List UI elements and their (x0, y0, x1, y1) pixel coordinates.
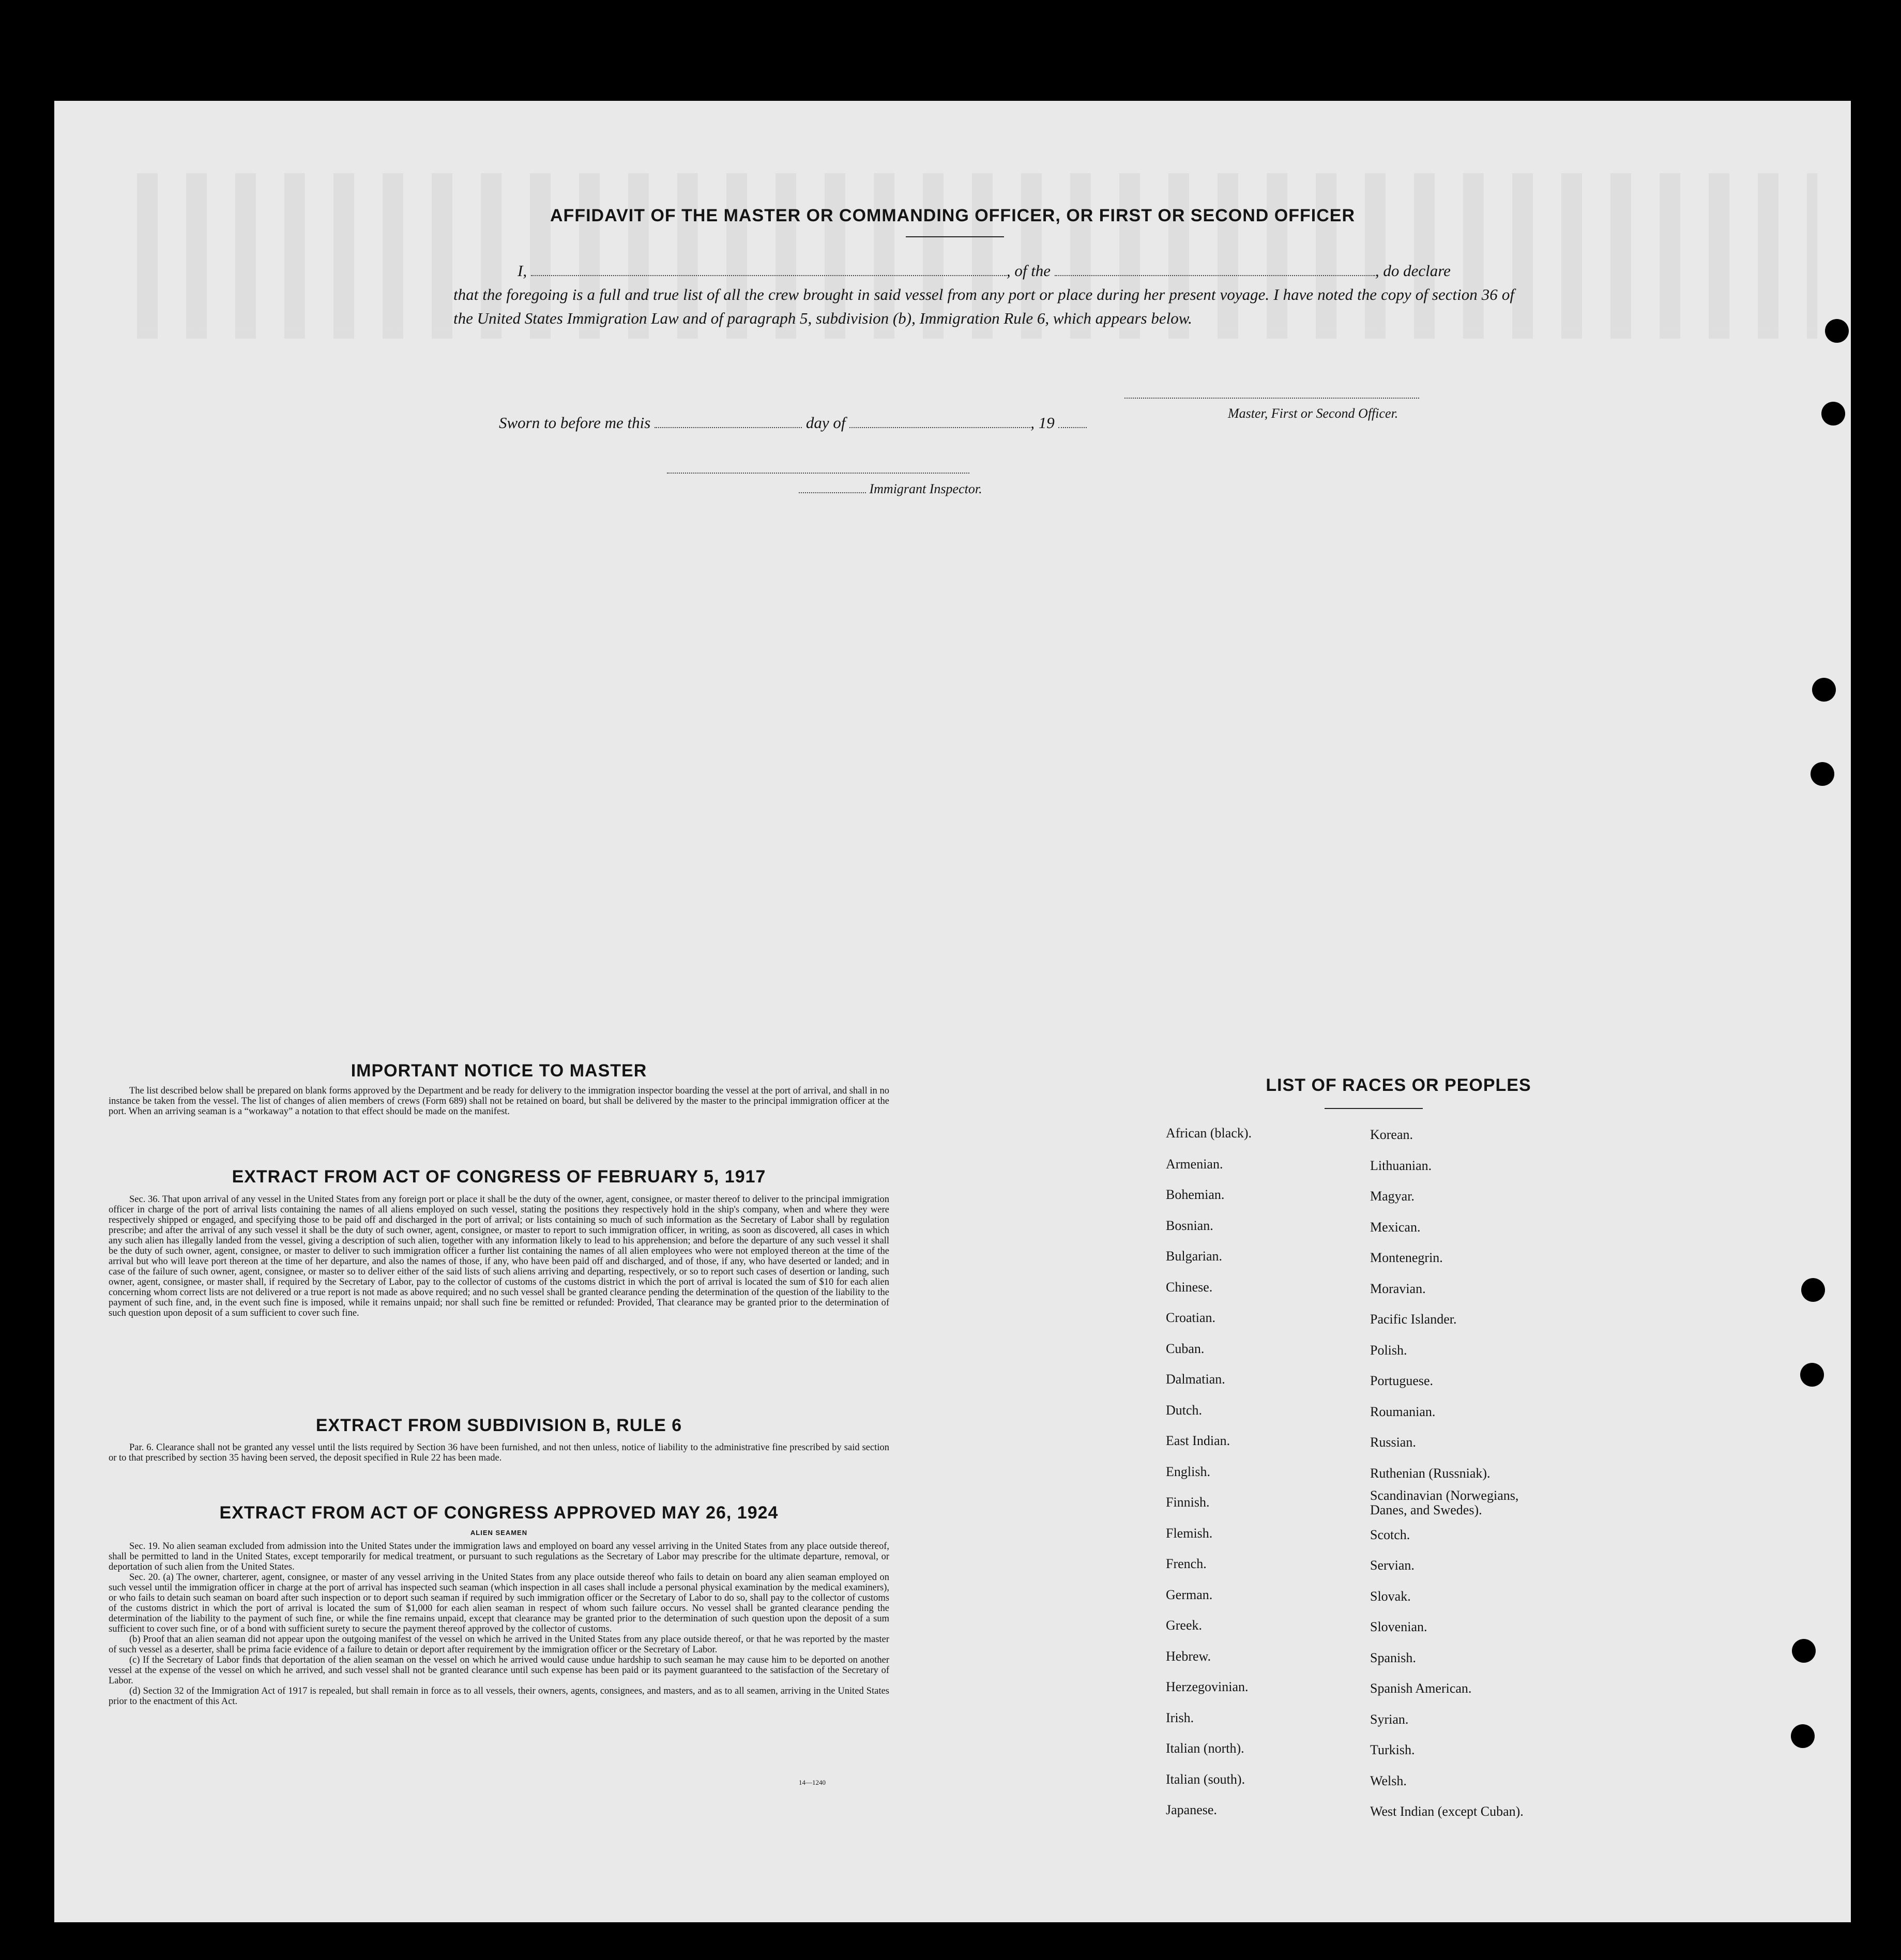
sworn-month-blank[interactable] (849, 427, 1030, 428)
inspector-label-text: Immigrant Inspector. (869, 481, 982, 496)
affidavit-i: I, (518, 262, 527, 280)
form-number: 14—1240 (799, 1779, 826, 1786)
name-blank[interactable] (531, 275, 1007, 276)
extract-1924-subtitle: ALIEN SEAMEN (470, 1529, 528, 1537)
race-item: East Indian. (1166, 1433, 1230, 1448)
race-item: Cuban. (1166, 1341, 1205, 1356)
sworn-year: , 19 (1030, 414, 1055, 432)
race-item: Flemish. (1166, 1525, 1213, 1541)
races-title: LIST OF RACES OR PEOPLES (1266, 1075, 1531, 1095)
races-title-underline (1325, 1108, 1423, 1109)
race-item: Scandinavian (Norwegians, Danes, and Swedes). (1370, 1488, 1519, 1517)
affidavit-title: AFFIDAVIT OF THE MASTER OR COMMANDING OFFICER, OR FIRST OR SECOND OFFICER (550, 206, 1355, 225)
binder-hole (1825, 319, 1849, 343)
race-item: French. (1166, 1556, 1207, 1571)
race-item: Polish. (1370, 1342, 1407, 1358)
sec20d-text: (d) Section 32 of the Immigration Act of 1917 is repealed, but shall remain in force as to all vessels, their owners, agents, consignees, and masters, and as to all seamen, arriving in the United States prior to the enactment of this Act. (109, 1686, 889, 1707)
title-underline (906, 236, 1004, 237)
race-item: German. (1166, 1587, 1213, 1602)
race-item: Spanish American. (1370, 1681, 1472, 1696)
race-item: Dutch. (1166, 1402, 1203, 1418)
race-item: Croatian. (1166, 1310, 1216, 1325)
race-item: Spanish. (1370, 1650, 1416, 1665)
race-item: Finnish. (1166, 1495, 1210, 1510)
race-item: Bosnian. (1166, 1218, 1213, 1233)
race-item: Italian (north). (1166, 1741, 1244, 1756)
race-item: Mexican. (1370, 1219, 1421, 1235)
race-item: Bohemian. (1166, 1187, 1225, 1202)
extract-1917-title: EXTRACT FROM ACT OF CONGRESS OF FEBRUARY 5, 1917 (232, 1167, 766, 1187)
inspector-signature-line[interactable] (667, 473, 969, 474)
race-item: Montenegrin. (1370, 1250, 1443, 1265)
extract-1924-body (109, 1541, 889, 1707)
binder-hole (1800, 1363, 1824, 1387)
races-right-column (1370, 1119, 1556, 1827)
race-item: Ruthenian (Russniak). (1370, 1465, 1491, 1481)
binder-hole (1792, 1639, 1816, 1663)
race-item: Roumanian. (1370, 1404, 1436, 1419)
master-signature-line[interactable] (1124, 398, 1419, 399)
race-item: Irish. (1166, 1710, 1194, 1725)
race-item: Korean. (1370, 1127, 1413, 1142)
binder-hole (1791, 1724, 1815, 1748)
sec20b-text: (b) Proof that an alien seaman did not appear upon the outgoing manifest of the vessel on which he arrived in the United States from any place outside thereof, or that he was reported by the master of such vessel as a deserter, shall be prima facie evidence of a failure to detain or deport after requirement by the immigration officer or the Secretary of Labor. (109, 1634, 889, 1655)
notice-text: The list described below shall be prepared on blank forms approved by the Department and be ready for delivery to the immigration inspector boarding the vessel at the port of arrival, and shall in no instance be taken from the vessel. The list of changes of alien members of crews (Form 689) shall not be retained on board, but shall be delivered by the master to the principal immigration officer at the port. When an arriving seaman is a “workaway” a notation to that effect should be made on the manifest. (109, 1086, 889, 1117)
sworn-year-blank[interactable] (1058, 427, 1087, 428)
affidavit-declaration-line (466, 259, 1531, 283)
sec20a-text: Sec. 20. (a) The owner, charterer, agent, consignee, or master of any vessel arriving in the United States from any place outside thereof who fails to detain on board any alien seaman employed on such vessel until the immigration officer in charge at the port of arrival has inspected such seaman (which inspection in all cases shall include a personal physical examination by the medical examiners), or who fails to detain such seaman on board after such inspection or to deport such seaman if required by such immigration officer or the Secretary of Labor to do so, shall pay to the collector of customs of the customs district in which the port of arrival is located the sum of $1,000 for each alien seaman in respect of whom such failure occurs. No vessel shall be granted clearance pending the determination of the liability to the payment of such fine, or while the fine remains unpaid, except that clearance may be granted prior to the determination of such question upon the deposit of a sum sufficient to cover such fine, or of a bond with sufficient surety to secure the payment thereof approved by the collector of customs. (109, 1572, 889, 1634)
affidavit-of-the: , of the (1006, 262, 1051, 280)
race-item: Greek. (1166, 1618, 1203, 1633)
race-item: Japanese. (1166, 1802, 1217, 1817)
vessel-blank[interactable] (1055, 275, 1375, 276)
extract-1924-title: EXTRACT FROM ACT OF CONGRESS APPROVED MAY 26, 1924 (219, 1503, 779, 1523)
affidavit-declare: , do declare (1375, 262, 1451, 280)
race-item: Magyar. (1370, 1189, 1415, 1204)
race-item: Moravian. (1370, 1281, 1426, 1296)
race-item: Slovenian. (1370, 1619, 1427, 1634)
race-item: Servian. (1370, 1558, 1415, 1573)
rule6-title: EXTRACT FROM SUBDIVISION B, RULE 6 (315, 1416, 682, 1435)
race-item: Syrian. (1370, 1711, 1409, 1727)
sworn-prefix: Sworn to before me this (499, 414, 651, 432)
binder-hole (1821, 402, 1845, 426)
race-item: Italian (south). (1166, 1771, 1245, 1787)
race-item: Hebrew. (1166, 1648, 1211, 1664)
document-page (54, 101, 1851, 1922)
binder-hole (1811, 762, 1834, 786)
binder-hole (1812, 678, 1836, 702)
race-item: Russian. (1370, 1435, 1416, 1450)
race-item: Turkish. (1370, 1742, 1415, 1757)
master-signature-label: Master, First or Second Officer. (1228, 406, 1398, 421)
notice-title: IMPORTANT NOTICE TO MASTER (351, 1061, 647, 1081)
extract-1917-text: Sec. 36. That upon arrival of any vessel in the United States from any foreign port or place it shall be the duty of the owner, agent, consignee, or master thereof to deliver to the principal immigration officer in charge of the port of arrival lists containing the names of all aliens employed on such vessel, stating the positions they respectively hold in the ship's company, when and where they were respectively shipped or engaged, and specifying those to be paid off and discharged in the port of arrival; or lists containing so much of such information as the Secretary of Labor shall by regulation prescribe; and after the arrival of any such vessel it shall be the duty of such owner, agent, consignee, or master to report to such immigration officer, in writing, as soon as discovered, all cases in which any such alien has illegally landed from the vessel, giving a description of such alien, together with any information likely to lead to his apprehension; and before the departure of any such vessel it shall be the duty of such owner, agent, consignee, or master to deliver to such immigration officer a further list containing the names of all alien employees who were not employed thereon at the time of the arrival but who will leave port thereon at the time of her departure, and also the names of those, if any, who have been paid off and discharged, and of those, if any, who have deserted or landed; and in case of the failure of such owner, agent, consignee, or master so to deliver either of the said lists of such aliens arriving and departing, respectively, or so to report such cases of desertion or landing, such owner, agent, consignee, or master shall, if required by the Secretary of Labor, pay to the collector of customs of the customs district in which the port of arrival is located the sum of $10 for each alien concerning whom correct lists are not delivered or a true report is not made as above required; and no such vessel shall be granted clearance pending the determination of the question of the liability to the payment of such fine, and, in the event such fine is imposed, while it remains unpaid; nor shall such fine be remitted or refunded: Provided, That clearance may be granted prior to the determination of such question upon deposit of a sum sufficient to cover such fine. (109, 1194, 889, 1318)
affidavit-body: that the foregoing is a full and true list of all the crew brought in said vessel from any port or place during her present voyage. I have noted the copy of section 36 of the United States Immigration Law and of paragraph 5, subdivision (b), Immigration Rule 6, which appears below. (453, 285, 1514, 327)
race-item: Chinese. (1166, 1279, 1213, 1295)
race-item: Herzegovinian. (1166, 1679, 1249, 1694)
race-item: Welsh. (1370, 1773, 1407, 1788)
race-item: Scotch. (1370, 1527, 1410, 1542)
race-item: Lithuanian. (1370, 1158, 1432, 1173)
race-item: Dalmatian. (1166, 1372, 1225, 1387)
sec19-text: Sec. 19. No alien seaman excluded from admission into the United States under the immigration laws and employed on board any vessel arriving in the United States from any place outside thereof, shall be permitted to land in the United States, except temporarily for medical treatment, or pursuant to such regulations as the Secretary of Labor may prescribe for the ultimate departure, removal, or deportation of such alien from the United States. (109, 1541, 889, 1572)
binder-hole (1801, 1278, 1825, 1302)
rule6-text: Par. 6. Clearance shall not be granted any vessel until the lists required by Section 36 have been furnished, and not then unless, notice of liability to the administrative fine prescribed by said section or to that prescribed by section 35 having been served, the deposit specified in Rule 22 has been made. (109, 1442, 889, 1463)
race-item: Slovak. (1370, 1588, 1411, 1604)
race-item: Pacific Islander. (1370, 1312, 1457, 1327)
sworn-day-of: day of (805, 414, 846, 432)
race-item: English. (1166, 1464, 1210, 1479)
race-item: Portuguese. (1370, 1373, 1434, 1388)
inspector-label (799, 477, 982, 501)
inspector-dots (799, 492, 866, 493)
sworn-line (499, 411, 1087, 435)
race-item: Bulgarian. (1166, 1249, 1223, 1264)
races-left-column (1166, 1118, 1252, 1826)
sec20c-text: (c) If the Secretary of Labor finds that deportation of the alien seaman on the vessel on which he arrived would cause undue hardship to such seaman he may cause him to be deported on another vessel at the expense of the vessel on which he arrived, and such vessel shall not be granted clearance until such expense has been paid or its payment guaranteed to the satisfaction of the Secretary of Labor. (109, 1655, 889, 1686)
race-item: African (black). (1166, 1126, 1252, 1141)
sworn-day-blank[interactable] (655, 427, 802, 428)
race-item: West Indian (except Cuban). (1370, 1804, 1524, 1819)
race-item: Armenian. (1166, 1156, 1223, 1172)
